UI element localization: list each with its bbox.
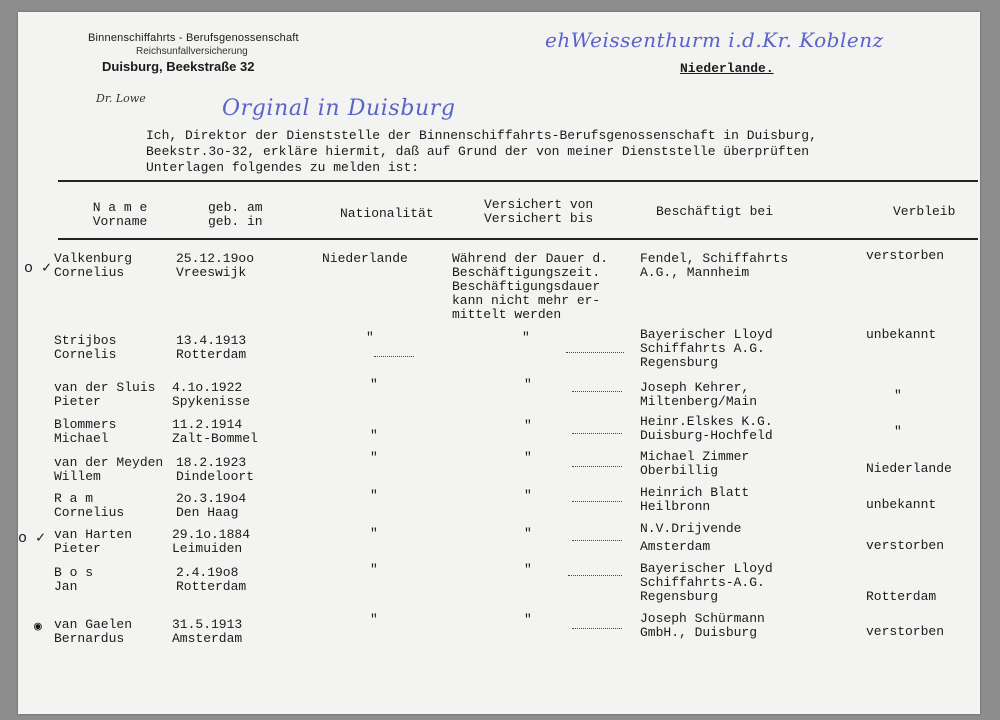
intro-line-3: Unterlagen folgendes zu melden ist:: [146, 160, 420, 175]
birth-cell: 2.4.19o8 Rotterdam: [176, 565, 247, 594]
insured-cell: Während der Dauer d. Beschäftigungszeit. Beschäftigungsdauer kann nicht mehr er- mittelt werden: [452, 251, 609, 322]
employer-cell: Heinrich Blatt Heilbronn: [640, 485, 750, 514]
whereabouts-cell: verstorben: [866, 248, 945, 263]
nationality-ditto: ": [370, 526, 378, 541]
employer-cell: Joseph Schürmann GmbH., Duisburg: [640, 611, 765, 640]
intro-line-1: Ich, Direktor der Dienststelle der Binnenschiffahrts-Berufsgenossenschaft in Duisburg,: [146, 128, 817, 143]
whereabouts-cell: Rotterdam: [866, 589, 937, 604]
header-employer: Beschäftigt bei: [656, 204, 774, 219]
nationality-ditto: ": [370, 377, 378, 392]
birth-cell: 29.1o.1884 Leimuiden: [172, 527, 251, 556]
nationality-ditto: ": [370, 488, 378, 503]
row-mark: ◉: [34, 619, 42, 634]
birth-cell: 18.2.1923 Dindeloort: [176, 455, 255, 484]
document-page: [18, 12, 980, 714]
header-whereabouts: Verbleib: [893, 204, 956, 219]
letterhead-address: Duisburg, Beekstraße 32: [102, 59, 255, 74]
whereabouts-cell: verstorben: [866, 624, 945, 639]
letterhead: [88, 31, 299, 75]
whereabouts-ditto: ": [894, 388, 902, 403]
whereabouts-cell: Niederlande: [866, 461, 952, 476]
row-mark: o ✓: [24, 260, 52, 277]
intro-paragraph: [146, 128, 817, 176]
employer-cell: Bayerischer Lloyd Schiffahrts-A.G. Regensburg: [640, 561, 773, 604]
dotted-placeholder-line: [568, 575, 622, 576]
letterhead-organization: Binnenschiffahrts - Berufsgenossenschaft: [88, 32, 299, 44]
table-row-van-harten: van Harten Pieter: [54, 527, 133, 556]
dotted-placeholder-line: [572, 433, 622, 434]
dotted-placeholder-line: [572, 501, 622, 502]
birth-cell: 13.4.1913 Rotterdam: [176, 333, 247, 362]
insured-ditto: ": [524, 418, 532, 433]
intro-line-2: Beekstr.3o-32, erkläre hiermit, daß auf Grund der von meiner Dienststelle überprüften: [146, 144, 810, 159]
header-insured: Versichert von Versichert bis: [484, 197, 594, 226]
birth-cell: 2o.3.19o4 Den Haag: [176, 491, 247, 520]
dotted-placeholder-line: [572, 628, 622, 629]
letterhead-subtitle: Reichsunfallversicherung: [136, 46, 248, 57]
dotted-placeholder-line: [572, 466, 622, 467]
handwritten-initials: Dr. Lowe: [96, 92, 146, 105]
nationality-cell: Niederlande: [322, 251, 408, 266]
dotted-placeholder-line: [572, 391, 622, 392]
table-row-ram: R a m Cornelius: [54, 491, 125, 520]
table-row-blommers: Blommers Michael: [54, 417, 117, 446]
dotted-placeholder-line: [566, 352, 624, 353]
birth-cell: 4.1o.1922 Spykenisse: [172, 380, 251, 409]
dotted-placeholder-line: [572, 540, 622, 541]
whereabouts-cell: verstorben: [866, 538, 945, 553]
table-top-rule: [58, 180, 978, 182]
dotted-placeholder-line: [374, 356, 414, 357]
employer-cell: Bayerischer Lloyd Schiffahrts A.G. Regensburg: [640, 327, 773, 370]
country-heading: Niederlande.: [680, 61, 774, 76]
insured-ditto: ": [522, 330, 530, 345]
handwritten-original-note: Orginal in Duisburg: [222, 96, 456, 121]
table-row-valkenburg: Valkenburg Cornelius: [54, 251, 133, 280]
table-row-bos: B o s Jan: [54, 565, 94, 594]
header-name: N a m e Vorname: [92, 200, 148, 229]
header-nationality: Nationalität: [340, 206, 434, 221]
birth-cell: 11.2.1914 Zalt-Bommel: [172, 417, 258, 446]
table-row-strijbos: Strijbos Cornelis: [54, 333, 117, 362]
whereabouts-cell: unbekannt: [866, 327, 937, 342]
birth-cell: 25.12.19oo Vreeswijk: [176, 251, 255, 280]
employer-cell: Joseph Kehrer, Miltenberg/Main: [640, 380, 758, 409]
whereabouts-ditto: ": [894, 424, 902, 439]
insured-ditto: ": [524, 377, 532, 392]
whereabouts-cell: unbekannt: [866, 497, 937, 512]
table-row-van-der-meyden: van der Meyden Willem: [54, 455, 164, 484]
table-row-van-gaelen: van Gaelen Bernardus: [54, 617, 133, 646]
row-mark: o ✓: [18, 530, 46, 547]
insured-ditto: ": [524, 450, 532, 465]
insured-ditto: ": [524, 526, 532, 541]
table-row-van-der-sluis: van der Sluis Pieter: [54, 380, 156, 409]
table-header-rule: [58, 238, 978, 240]
employer-cell: Michael Zimmer Oberbillig: [640, 449, 750, 478]
nationality-ditto: ": [370, 428, 378, 443]
insured-ditto: ": [524, 488, 532, 503]
nationality-ditto: ": [370, 562, 378, 577]
employer-cell: Heinr.Elskes K.G. Duisburg-Hochfeld: [640, 414, 773, 443]
nationality-ditto: ": [370, 450, 378, 465]
employer-cell: N.V.Drijvende Amsterdam: [640, 521, 742, 554]
employer-cell: Fendel, Schiffahrts A.G., Mannheim: [640, 251, 789, 280]
birth-cell: 31.5.1913 Amsterdam: [172, 617, 243, 646]
nationality-ditto: ": [366, 330, 374, 345]
insured-ditto: ": [524, 562, 532, 577]
insured-ditto: ": [524, 612, 532, 627]
handwritten-location-note: ehWeissenthurm i.d.Kr. Koblenz: [545, 28, 884, 52]
header-birth: geb. am geb. in: [208, 200, 263, 229]
nationality-ditto: ": [370, 612, 378, 627]
